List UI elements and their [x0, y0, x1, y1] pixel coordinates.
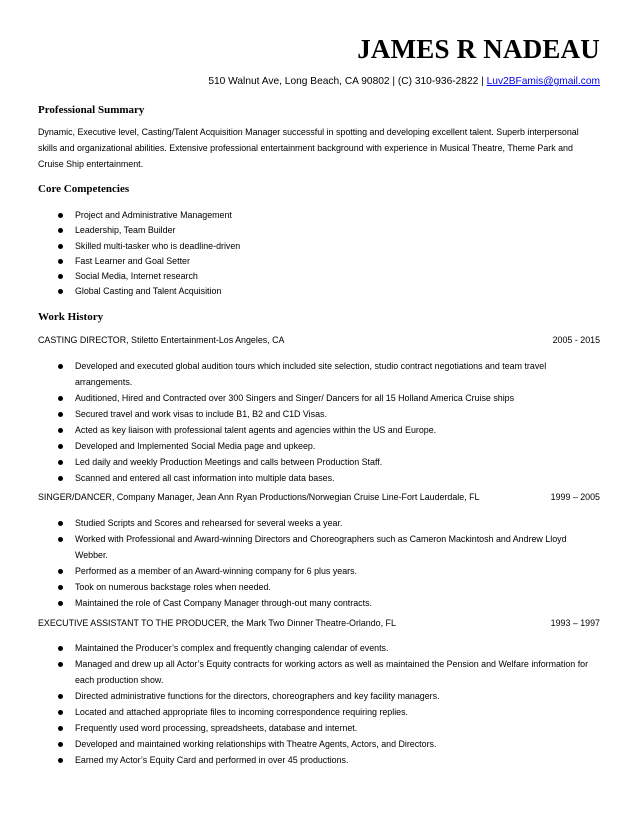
list-item-text: Worked with Professional and Award-winning Directors and Choreographers such as Cameron Mackintosh and Andrew Lloyd Webber. — [75, 534, 567, 560]
job-dates: 1993 – 1997 — [550, 618, 600, 628]
contact-details: 510 Walnut Ave, Long Beach, CA 90802 | (C) 310-936-2822 | — [208, 76, 487, 87]
list-item-text: Secured travel and work visas to include B1, B2 and C1D Visas. — [75, 408, 327, 419]
list-item-text: Global Casting and Talent Acquisition — [75, 286, 222, 297]
list-item — [38, 423, 600, 439]
bullet-icon — [58, 259, 63, 264]
list-item — [38, 439, 600, 455]
list-item-text: Directed administrative functions for the directors, choreographers and key facility managers. — [75, 690, 440, 701]
list-item-text: Took on numerous backstage roles when needed. — [75, 581, 271, 592]
list-item — [38, 239, 338, 254]
job-dates: 2005 - 2015 — [552, 335, 600, 345]
bullet-icon — [58, 396, 63, 401]
job-title: CASTING DIRECTOR, Stiletto Entertainment-Los Angeles, CA — [38, 335, 285, 345]
job-dates: 1999 – 2005 — [550, 492, 600, 502]
job-bullets — [38, 359, 600, 487]
list-item — [38, 471, 600, 487]
list-item — [38, 705, 600, 721]
list-item-text: Auditioned, Hired and Contracted over 300 Singers and Singer/ Dancers for all 15 Holland America Cruise ships — [75, 392, 515, 403]
list-item-text: Managed and drew up all Actor’s Equity contracts for working actors as well as maintained the Pension and Welfare information for each production show. — [75, 659, 589, 685]
bullet-icon — [58, 694, 63, 699]
list-item-text: Developed and Implemented Social Media page and upkeep. — [75, 440, 316, 451]
list-item — [38, 391, 600, 407]
bullet-icon — [58, 537, 63, 542]
job-heading — [38, 335, 600, 345]
list-item-text: Fast Learner and Goal Setter — [75, 255, 190, 266]
list-item-text: Skilled multi-tasker who is deadline-driven — [75, 240, 241, 251]
bullet-icon — [58, 364, 63, 369]
list-item-text: Scanned and entered all cast information into multiple data bases. — [75, 473, 335, 484]
bullet-icon — [58, 521, 63, 526]
work-history-heading: Work History — [38, 311, 104, 323]
list-item — [38, 689, 600, 705]
bullet-icon — [58, 710, 63, 715]
bullet-icon — [58, 585, 63, 590]
candidate-name: JAMES R NADEAU — [357, 34, 600, 64]
list-item — [38, 407, 600, 423]
list-item-text: Frequently used word processing, spreadsheets, database and internet. — [75, 722, 358, 733]
list-item — [38, 359, 600, 390]
list-item-text: Located and attached appropriate files to incoming correspondence requiring replies. — [75, 706, 409, 717]
list-item — [38, 269, 338, 284]
bullet-icon — [58, 758, 63, 763]
list-item-text: Studied Scripts and Scores and rehearsed for several weeks a year. — [75, 518, 343, 528]
list-item-text: Maintained the Producer’s complex and frequently changing calendar of events. — [75, 643, 389, 653]
bullet-icon — [58, 274, 63, 279]
list-item — [38, 532, 600, 563]
email-link[interactable]: Luv2BFamis@gmail.com — [486, 76, 600, 87]
bullet-icon — [58, 412, 63, 417]
list-item — [38, 284, 338, 299]
bullet-icon — [58, 726, 63, 731]
list-item — [38, 580, 600, 596]
bullet-icon — [58, 228, 63, 233]
bullet-icon — [58, 601, 63, 606]
list-item-text: Developed and executed global audition tours which included site selection, studio contract negotiations and team travel arrangements. — [75, 361, 547, 387]
bullet-icon — [58, 289, 63, 294]
list-item-text: Leadership, Team Builder — [75, 225, 176, 236]
job-bullets — [38, 641, 600, 769]
list-item-text: Project and Administrative Management — [75, 210, 232, 220]
bullet-icon — [58, 646, 63, 651]
list-item-text: Acted as key liaison with professional talent agents and agencies within the US and Europe. — [75, 424, 437, 435]
list-item-text: Led daily and weekly Production Meetings and calls between Production Staff. — [75, 456, 383, 467]
list-item — [38, 657, 600, 688]
contact-line — [208, 76, 600, 87]
bullet-icon — [58, 742, 63, 747]
list-item-text: Performed as a member of an Award-winning company for 6 plus years. — [75, 565, 357, 576]
competencies-heading: Core Competencies — [38, 183, 130, 195]
bullet-icon — [58, 428, 63, 433]
list-item — [38, 753, 600, 769]
list-item-text: Social Media, Internet research — [75, 271, 198, 282]
bullet-icon — [58, 476, 63, 481]
list-item-text: Maintained the role of Cast Company Manager through-out many contracts. — [75, 597, 372, 608]
job-heading — [38, 618, 600, 628]
list-item — [38, 564, 600, 580]
summary-heading: Professional Summary — [38, 104, 145, 116]
job-heading — [38, 492, 600, 502]
list-item-text: Earned my Actor’s Equity Card and performed in over 45 productions. — [75, 755, 349, 766]
bullet-icon — [58, 213, 63, 218]
list-item — [38, 721, 600, 737]
bullet-icon — [58, 244, 63, 249]
bullet-icon — [58, 569, 63, 574]
job-title: EXECUTIVE ASSISTANT TO THE PRODUCER, the Mark Two Dinner Theatre-Orlando, FL — [38, 618, 396, 628]
job-title: SINGER/DANCER, Company Manager, Jean Ann Ryan Productions/Norwegian Cruise Line-Fort Lauderdale, FL — [38, 492, 480, 502]
job-bullets — [38, 516, 600, 612]
bullet-icon — [58, 444, 63, 449]
summary-text: Dynamic, Executive level, Casting/Talent Acquisition Manager successful in spotting and developing excellent talent. Superb interpersonal skills and organizational abilities. Extensive professional entertainment background with experience in Musical Theatre, Theme Park and Cruise Ship entertainment. — [38, 127, 579, 170]
list-item — [38, 737, 600, 753]
list-item-text: Developed and maintained working relationships with Theatre Agents, Actors, and Directors. — [75, 738, 437, 749]
list-item — [38, 254, 338, 269]
list-item — [38, 455, 600, 471]
list-item — [38, 223, 338, 238]
list-item — [38, 641, 600, 657]
bullet-icon — [58, 662, 63, 667]
list-item — [38, 208, 338, 223]
list-item — [38, 596, 600, 612]
list-item — [38, 516, 600, 532]
competencies-list — [38, 208, 338, 300]
bullet-icon — [58, 460, 63, 465]
